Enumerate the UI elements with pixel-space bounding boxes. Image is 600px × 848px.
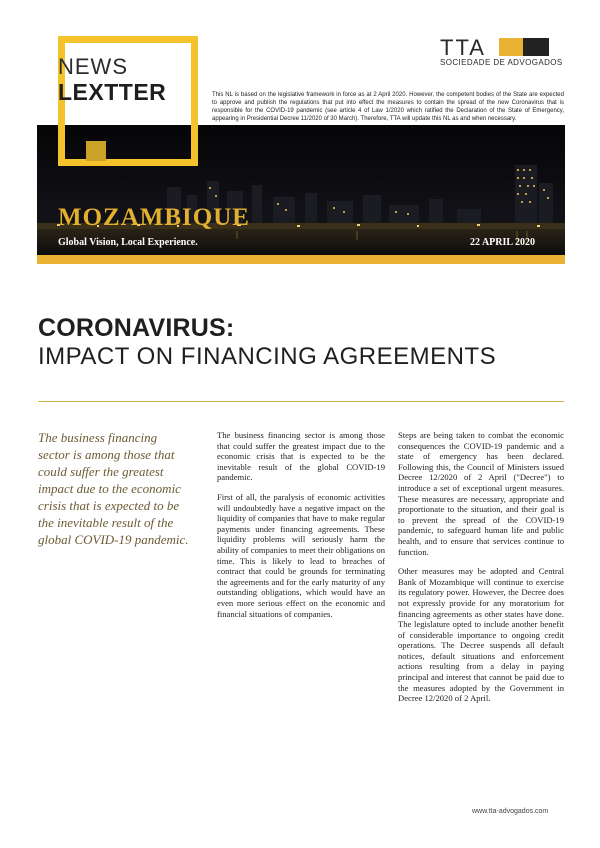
logo-subtitle: SOCIEDADE DE ADVOGADOS <box>440 58 563 67</box>
banner-gold-strip <box>37 255 565 264</box>
paragraph: Other measures may be adopted and Central Bank of Mozambique will continue to exercise its regulatory power. However, the Decree does not expressly provide for any moratorium for financing agreements as other states have done. The legislature opted to include another benefit of considerable importance to ongoing credit operations. The Decree suspends all default notices, default situations and enforcement actions resulting from a delay in paying principal and interest that cannot be paid due to the measures adopted by the Government in Decree 12/2020 of 2 April. <box>398 566 564 704</box>
logo-name: TTA <box>440 35 486 60</box>
section-divider <box>38 401 564 402</box>
article-column-2 <box>398 430 564 713</box>
gold-square-decoration <box>86 141 106 161</box>
masthead-lextter: LEXTTER <box>58 79 167 105</box>
article-column-1 <box>217 430 385 628</box>
legal-notice: This NL is based on the legislative framework in force as at 2 April 2020. However, the competent bodies of the State are expected to approve and publish the regulations that put into effect the measures to contain the spread of the new Coronavirus that is responsible for the COVID-19 pandemic (see article 4 of Law 1/2020 which ratified the Declaration of the State of Emergency, appearing in Presidential Decree 11/2020 of 30 March). Therefore, TTA will update this NL as and when necessary. <box>212 92 564 122</box>
paragraph: First of all, the paralysis of economic activities will undoubtedly have a negative impact on the liquidity of companies that have to make regular payments under financing agreements. These liquidity problems will seriously harm the ability of companies to meet their obligations on time. This is likely to lead to breaches of contract that could be grounds for terminating the agreements and for the early maturity of any outstanding obligations, which would have an even more serious effect on the economic and financial situations of companies. <box>217 491 385 619</box>
country-heading: MOZAMBIQUE <box>58 204 250 231</box>
article-title-line2: IMPACT ON FINANCING AGREEMENTS <box>38 343 497 370</box>
website-link[interactable]: www.tta-advogados.com <box>472 808 549 815</box>
paragraph: The business financing sector is among those that could suffer the greatest impact due to the economic crisis that is expected to be the inevitable result of the global COVID-19 pandemic. <box>217 430 385 483</box>
issue-date: 22 APRIL 2020 <box>470 237 536 248</box>
tagline: Global Vision, Local Experience. <box>58 237 198 248</box>
logo-dark-bar <box>523 38 549 56</box>
article-title-line1: CORONAVIRUS: <box>38 314 235 342</box>
masthead-news: NEWS <box>58 54 128 79</box>
pull-quote: The business financing sector is among those that could suffer the greatest impact due to the economic crisis that is expected to be the inevitable result of the global COVID-19 pandemic. <box>38 430 189 547</box>
paragraph: Steps are being taken to combat the economic consequences the COVID-19 pandemic and a state of emergency has been declared. Following this, the Council of Ministers issued Decree 12/2020 of 2 April ("Decree") to introduce a set of exceptional urgent measures. These measures are necessary, appropriate and proportionate to the situation, and their goal is to prevent the spread of the COVID-19 pandemic, to safeguard human life and public health, and to ensure that services continue to function. <box>398 430 564 557</box>
